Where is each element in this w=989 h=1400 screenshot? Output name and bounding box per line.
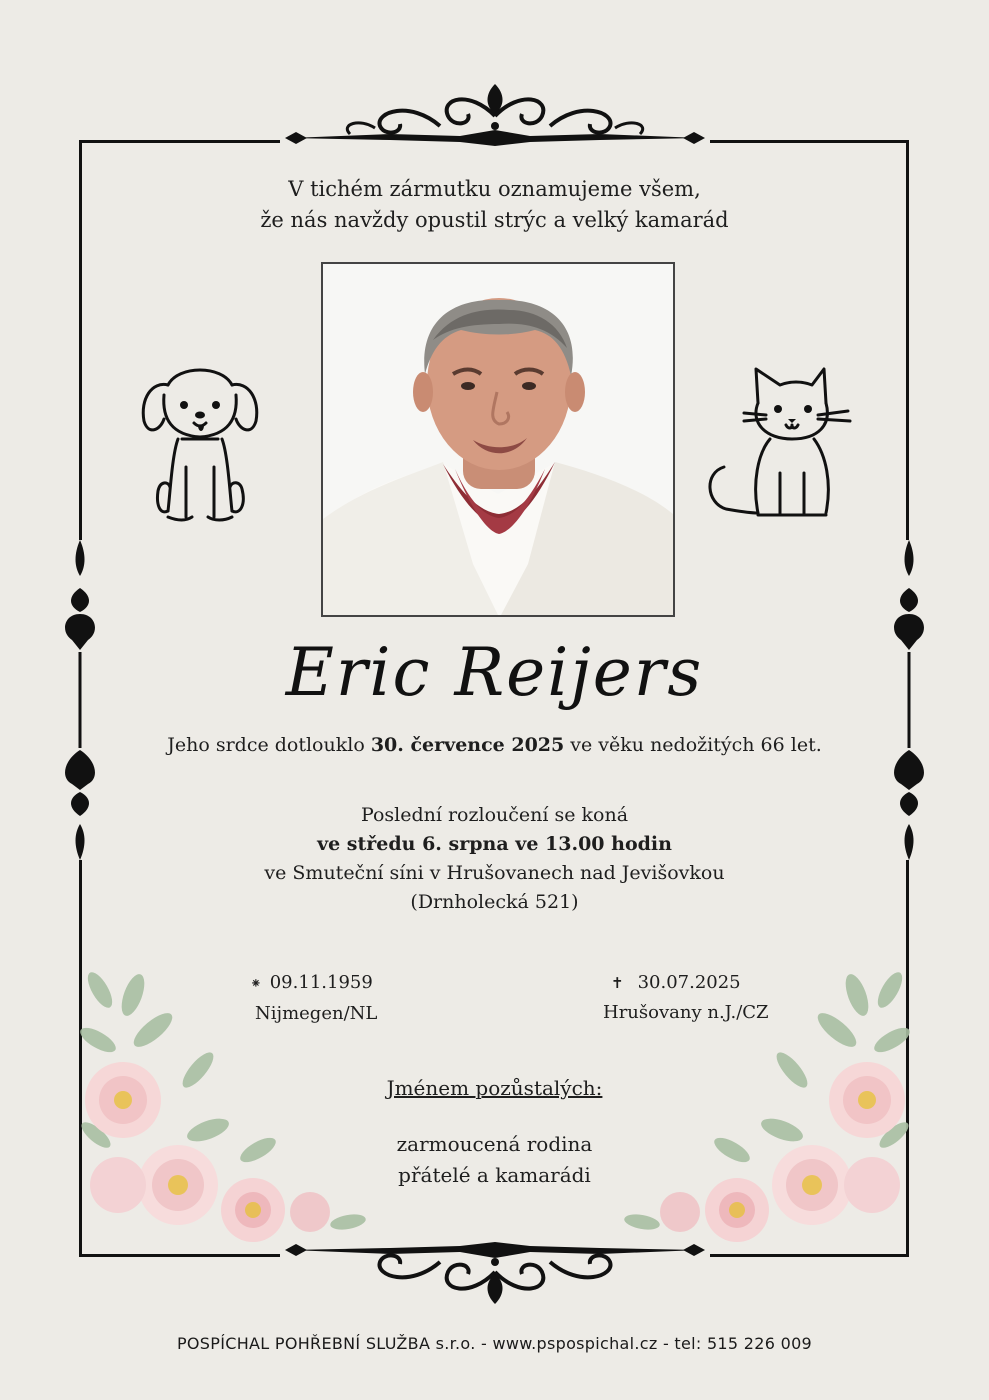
farewell-line-3: ve Smuteční síni v Hrušovanech nad Jevišovkou <box>264 862 725 884</box>
portrait-illustration <box>323 264 673 615</box>
cat-illustration <box>700 363 860 523</box>
farewell-line-1: Poslední rozloučení se koná <box>360 804 629 826</box>
birth-star-icon: ⁕ <box>250 976 262 992</box>
death-notice-date: 30. července 2025 <box>370 734 565 756</box>
intro-text <box>0 174 989 236</box>
death-date: 30.07.2025 <box>637 972 741 993</box>
death-notice-after: ve věku nedožitých 66 let. <box>564 734 822 756</box>
footer-contact: POSPÍCHAL POHŘEBNÍ SLUŽBA s.r.o. - www.pspospichal.cz - tel: 515 226 009 <box>176 1334 813 1353</box>
birth-date: 09.11.1959 <box>269 972 373 993</box>
behalf-label: Jménem pozůstalých: <box>386 1076 603 1100</box>
intro-line-1: V tichém zármutku oznamujeme všem, <box>288 177 701 201</box>
farewell-info <box>0 801 989 917</box>
dog-illustration <box>138 355 262 525</box>
birth-place: Nijmegen/NL <box>255 1003 378 1024</box>
intro-line-2: že nás navždy opustil strýc a velký kamarád <box>260 208 729 232</box>
farewell-line-2: ve středu 6. srpna ve 13.00 hodin <box>317 833 672 855</box>
mourners-line-1: zarmoucená rodina <box>396 1132 593 1156</box>
death-notice <box>0 731 989 759</box>
death-place: Hrušovany n.J./CZ <box>603 1002 769 1023</box>
deceased-name: Eric Reijers <box>285 634 704 711</box>
right-flower-decoration <box>612 960 912 1260</box>
farewell-line-4: (Drnholecká 521) <box>410 891 579 913</box>
death-notice-before: Jeho srdce dotlouklo <box>167 734 371 756</box>
top-ornament <box>280 80 710 150</box>
death-cross-icon: ✝ <box>611 974 624 992</box>
mourners-line-2: přátelé a kamarádi <box>398 1163 591 1187</box>
portrait-photo <box>321 262 675 617</box>
left-flower-decoration <box>78 960 378 1260</box>
